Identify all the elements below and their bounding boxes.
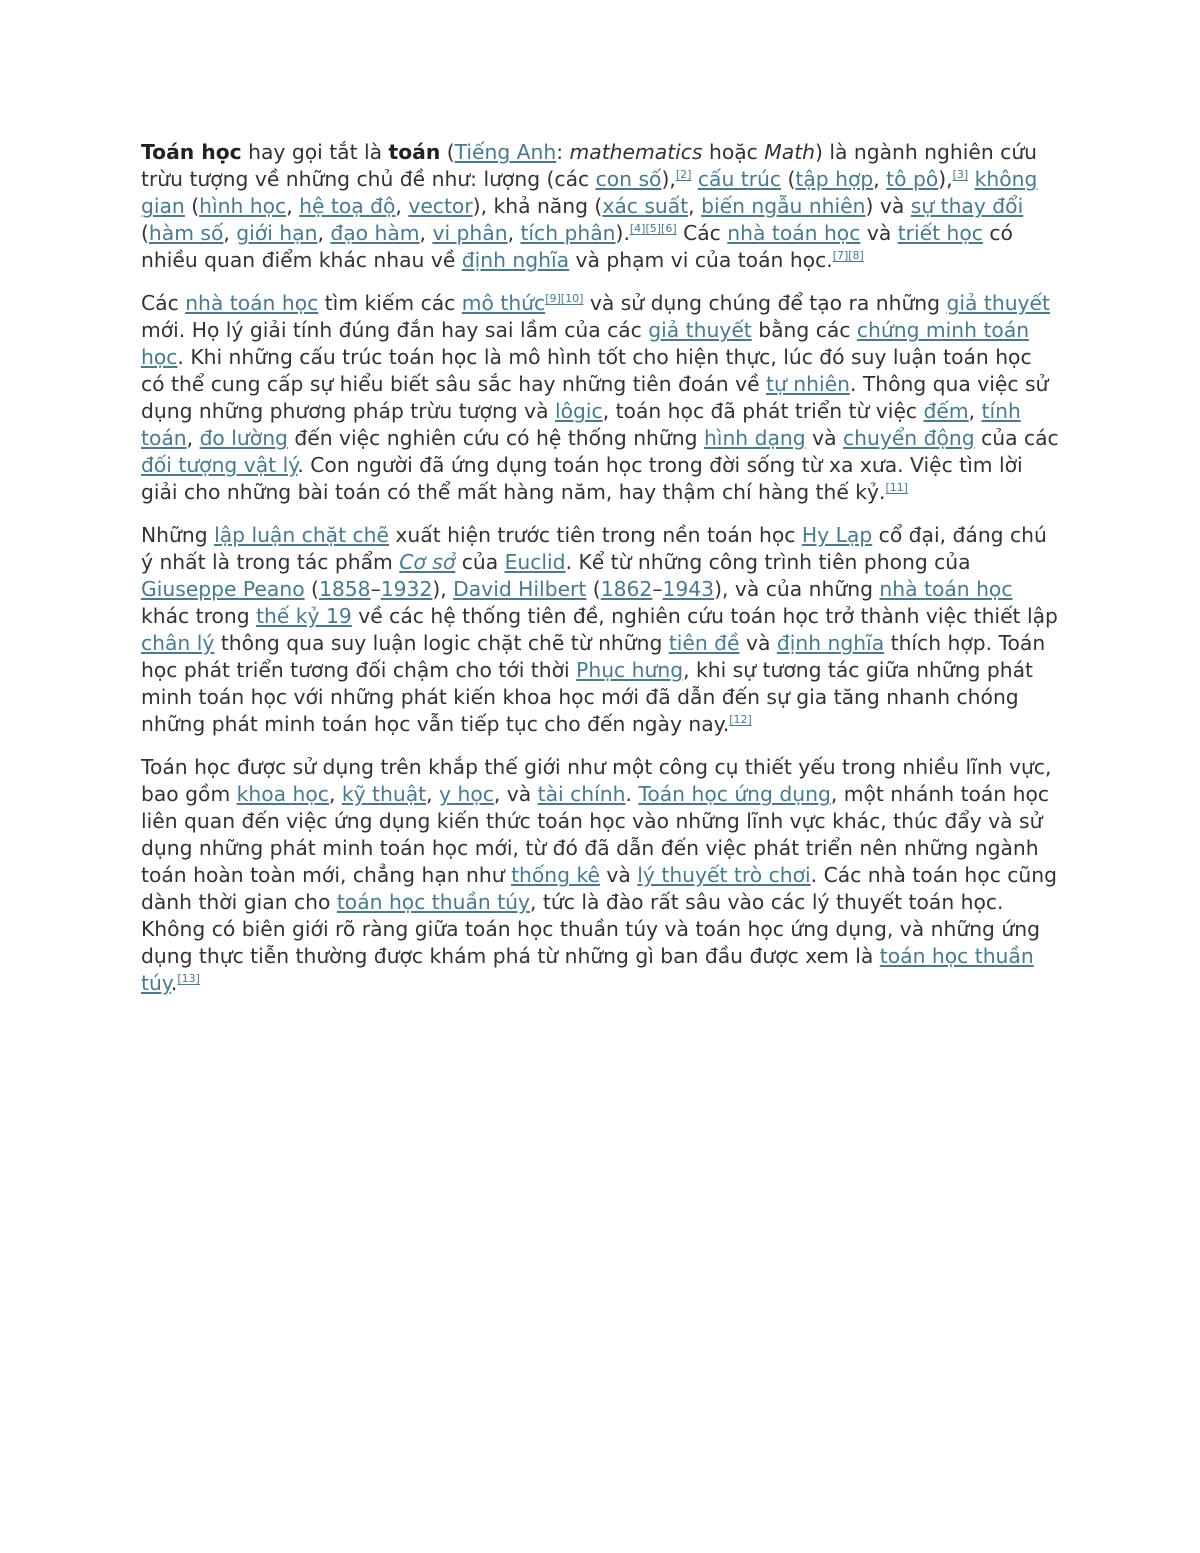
- article-link[interactable]: hàm số: [148, 221, 224, 245]
- text-run: cổ đại, đáng chú ý nhất là trong tác phẩm: [141, 523, 1047, 574]
- article-link[interactable]: Giuseppe Peano: [141, 577, 305, 601]
- article-body: [141, 139, 1061, 1013]
- citation-ref: [630, 222, 677, 235]
- article-link[interactable]: tập hợp: [795, 167, 874, 191]
- text-run: hay gọi tắt là: [241, 140, 389, 164]
- text-run: khác trong: [141, 604, 257, 628]
- article-link[interactable]: triết học: [897, 221, 983, 245]
- text-run: , tức là đào rất sâu vào các lý thuyết toán học. Không có biên giới rõ ràng giữa toán học thuần túy và toán học ứng dụng, và những ứng dụng thực tiễn thường được khám phá từ những gì ban đầu được xem là: [141, 890, 1040, 968]
- text-run: Những: [141, 523, 215, 547]
- text-run: (: [141, 221, 149, 245]
- text-run: và phạm vi của toán học.: [569, 248, 833, 272]
- text-run: ) và: [865, 194, 911, 218]
- article-link[interactable]: kỹ thuật: [341, 782, 427, 806]
- article-link[interactable]: khoa học: [236, 782, 329, 806]
- text-run: , toán học đã phát triển từ việc: [602, 399, 924, 423]
- citation-link[interactable]: [13]: [177, 972, 200, 986]
- text-run: :: [556, 140, 570, 164]
- text-run: . Con người đã ứng dụng toán học trong đời sống từ xa xưa. Việc tìm lời giải cho những bài toán có thể mất hàng năm, hay thậm chí hàng thế kỷ.: [141, 453, 1023, 504]
- article-link[interactable]: cấu trúc: [697, 167, 782, 191]
- article-link[interactable]: mô thức: [461, 291, 546, 315]
- article-link[interactable]: thống kê: [511, 863, 600, 887]
- citation-link[interactable]: [11]: [885, 481, 909, 495]
- article-link[interactable]: 1862: [600, 577, 653, 601]
- text-run: ,: [328, 782, 342, 806]
- article-link[interactable]: nhà toán học: [879, 577, 1013, 601]
- text-run: Các: [676, 221, 728, 245]
- text-run: về các hệ thống tiên đề, nghiên cứu toán học trở thành việc thiết lập: [351, 604, 1058, 628]
- article-link[interactable]: Cơ sở: [399, 550, 456, 574]
- article-link[interactable]: tài chính: [537, 782, 626, 806]
- text-run: ),: [938, 167, 953, 191]
- article-link[interactable]: hình học: [199, 194, 287, 218]
- text-run: bằng các: [751, 318, 857, 342]
- text-run: ,: [223, 221, 237, 245]
- bold-term: toán: [388, 140, 441, 164]
- text-run: ),: [661, 167, 676, 191]
- text-run: của: [455, 550, 505, 574]
- italic-term: mathematics: [569, 140, 703, 164]
- citation-ref: [885, 481, 908, 494]
- article-link[interactable]: Hy Lạp: [801, 523, 873, 547]
- article-link[interactable]: David Hilbert: [453, 577, 587, 601]
- citation-link[interactable]: [7][8]: [832, 249, 864, 263]
- article-link[interactable]: chân lý: [141, 631, 215, 655]
- citation-ref: [833, 249, 864, 262]
- article-link[interactable]: 1932: [380, 577, 433, 601]
- text-run: ) là ngành nghiên cứu trừu tượng về những chủ đề như: lượng (các: [141, 140, 1038, 191]
- article-link[interactable]: chứng minh toán học: [141, 318, 1030, 369]
- text-run: (: [440, 140, 455, 164]
- article-link[interactable]: tính toán: [141, 399, 1021, 450]
- article-link[interactable]: biến ngẫu nhiên: [701, 194, 866, 218]
- text-run: ), khả năng (: [472, 194, 603, 218]
- paragraph-1: [141, 139, 1061, 274]
- article-link[interactable]: Euclid: [504, 550, 566, 574]
- article-link[interactable]: thế kỷ 19: [256, 604, 352, 628]
- paragraph-3: [141, 522, 1061, 738]
- citation-ref: [177, 972, 200, 985]
- text-run: và: [805, 426, 843, 450]
- text-run: và: [860, 221, 898, 245]
- article-link[interactable]: đếm: [923, 399, 969, 423]
- italic-term: Math: [764, 140, 815, 164]
- article-link[interactable]: lý thuyết trò chơi: [637, 863, 811, 887]
- text-run: ,: [688, 194, 702, 218]
- bold-term: Toán học: [141, 140, 242, 164]
- article-link[interactable]: hình dạng: [703, 426, 806, 450]
- text-run: tìm kiếm các: [318, 291, 462, 315]
- citation-ref: [545, 292, 583, 305]
- text-run: mới. Họ lý giải tính đúng đắn hay sai lầm của các: [141, 318, 649, 342]
- article-link[interactable]: nhà toán học: [185, 291, 319, 315]
- text-run: ,: [426, 782, 440, 806]
- text-run: (: [184, 194, 200, 218]
- text-run: . Thông qua việc sử dụng những phương pháp trừu tượng và: [141, 372, 1049, 423]
- text-run: ,: [317, 221, 331, 245]
- article-link[interactable]: lôgic: [555, 399, 603, 423]
- text-run: –: [370, 577, 381, 601]
- text-run: , khi sự tương tác giữa những phát minh toán học với những phát kiến khoa học mới đã dẫn đến sự gia tăng nhanh chóng những phát minh toán học vẫn tiếp tục cho đến ngày nay.: [141, 658, 1033, 736]
- article-link[interactable]: tích phân: [520, 221, 616, 245]
- article-link[interactable]: Tiếng Anh: [454, 140, 557, 164]
- text-run: của các: [974, 426, 1059, 450]
- citation-link[interactable]: [4][5][6]: [629, 222, 677, 236]
- article-link[interactable]: định nghĩa: [776, 631, 885, 655]
- citation-link[interactable]: [2]: [675, 168, 692, 182]
- text-run: có nhiều quan điểm khác nhau về: [141, 221, 1013, 272]
- article-link[interactable]: giả thuyết: [946, 291, 1050, 315]
- text-run: .: [625, 782, 639, 806]
- text-run: .: [170, 971, 178, 995]
- article-link[interactable]: nhà toán học: [727, 221, 861, 245]
- text-run: . Khi những cấu trúc toán học là mô hình tốt cho hiện thực, lúc đó suy luận toán học có thể cung cấp sự hiểu biết sâu sắc hay những tiên đoán về: [141, 345, 1032, 396]
- article-link[interactable]: hệ toạ độ: [299, 194, 396, 218]
- text-run: (: [586, 577, 601, 601]
- article-link[interactable]: giới hạn: [236, 221, 318, 245]
- text-run: ,: [507, 221, 521, 245]
- text-run: đến việc nghiên cứu có hệ thống những: [287, 426, 704, 450]
- article-link[interactable]: không gian: [141, 167, 1038, 218]
- article-link[interactable]: giả thuyết: [648, 318, 752, 342]
- article-link[interactable]: Phục hưng: [576, 658, 684, 682]
- article-link[interactable]: đo lường: [199, 426, 288, 450]
- text-run: ),: [432, 577, 454, 601]
- article-link[interactable]: tự nhiên: [766, 372, 850, 396]
- text-run: ).: [615, 221, 630, 245]
- citation-link[interactable]: [3]: [952, 168, 969, 182]
- article-link[interactable]: vector: [408, 194, 473, 218]
- article-link[interactable]: tô pô: [886, 167, 939, 191]
- text-run: . Các nhà toán học cũng dành thời gian cho: [141, 863, 1058, 914]
- text-run: ,: [286, 194, 300, 218]
- citation-ref: [676, 168, 692, 181]
- text-run: (: [781, 167, 796, 191]
- article-link[interactable]: định nghĩa: [461, 248, 570, 272]
- text-run: ,: [968, 399, 982, 423]
- article-link[interactable]: toán học thuần túy: [336, 890, 531, 914]
- article-link[interactable]: đối tượng vật lý: [141, 453, 298, 477]
- article-link[interactable]: lập luận chặt chẽ: [214, 523, 389, 547]
- text-run: –: [652, 577, 663, 601]
- text-run: ,: [419, 221, 433, 245]
- citation-link[interactable]: [9][10]: [545, 292, 584, 306]
- text-run: xuất hiện trước tiên trong nền toán học: [388, 523, 802, 547]
- article-link[interactable]: xác suất: [602, 194, 689, 218]
- text-run: , và: [493, 782, 538, 806]
- citation-link[interactable]: [12]: [729, 713, 752, 727]
- text-run: ,: [186, 426, 200, 450]
- article-link[interactable]: vi phân: [432, 221, 508, 245]
- article-link[interactable]: chuyển động: [842, 426, 975, 450]
- text-run: ,: [873, 167, 887, 191]
- text-run: ), và của những: [714, 577, 880, 601]
- text-run: hoặc: [702, 140, 765, 164]
- paragraph-2: [141, 290, 1061, 506]
- text-run: và: [739, 631, 777, 655]
- text-run: , một nhánh toán học liên quan đến việc ứng dụng kiến thức toán học vào những lĩnh vực khác, thúc đẩy và sử dụng những phát minh toán học mới, từ đó đã dẫn đến việc phát triển nên những ngành toán hoàn toàn mới, chẳng hạn như: [141, 782, 1050, 887]
- article-link[interactable]: tiên đề: [668, 631, 740, 655]
- text-run: và sử dụng chúng để tạo ra những: [583, 291, 947, 315]
- text-run: Các: [141, 291, 186, 315]
- citation-ref: [953, 168, 969, 181]
- article-link[interactable]: toán học thuần túy: [141, 944, 1034, 995]
- text-run: thích hợp. Toán học phát triển tương đối chậm cho tới thời: [141, 631, 1046, 682]
- text-run: Toán học được sử dụng trên khắp thế giới như một công cụ thiết yếu trong nhiều lĩnh vực, bao gồm: [141, 755, 1052, 806]
- text-run: (: [304, 577, 319, 601]
- citation-ref: [729, 713, 752, 726]
- text-run: thông qua suy luận logic chặt chẽ từ những: [214, 631, 669, 655]
- article-link[interactable]: 1943: [662, 577, 715, 601]
- text-run: ,: [395, 194, 409, 218]
- article-link[interactable]: Toán học ứng dụng: [638, 782, 831, 806]
- article-link[interactable]: sự thay đổi: [910, 194, 1024, 218]
- text-run: . Kể từ những công trình tiên phong của: [565, 550, 971, 574]
- article-link[interactable]: 1858: [318, 577, 371, 601]
- article-link[interactable]: con số: [595, 167, 662, 191]
- text-run: và: [599, 863, 638, 887]
- paragraph-4: [141, 754, 1061, 997]
- article-link[interactable]: đạo hàm: [330, 221, 420, 245]
- article-link[interactable]: y học: [439, 782, 494, 806]
